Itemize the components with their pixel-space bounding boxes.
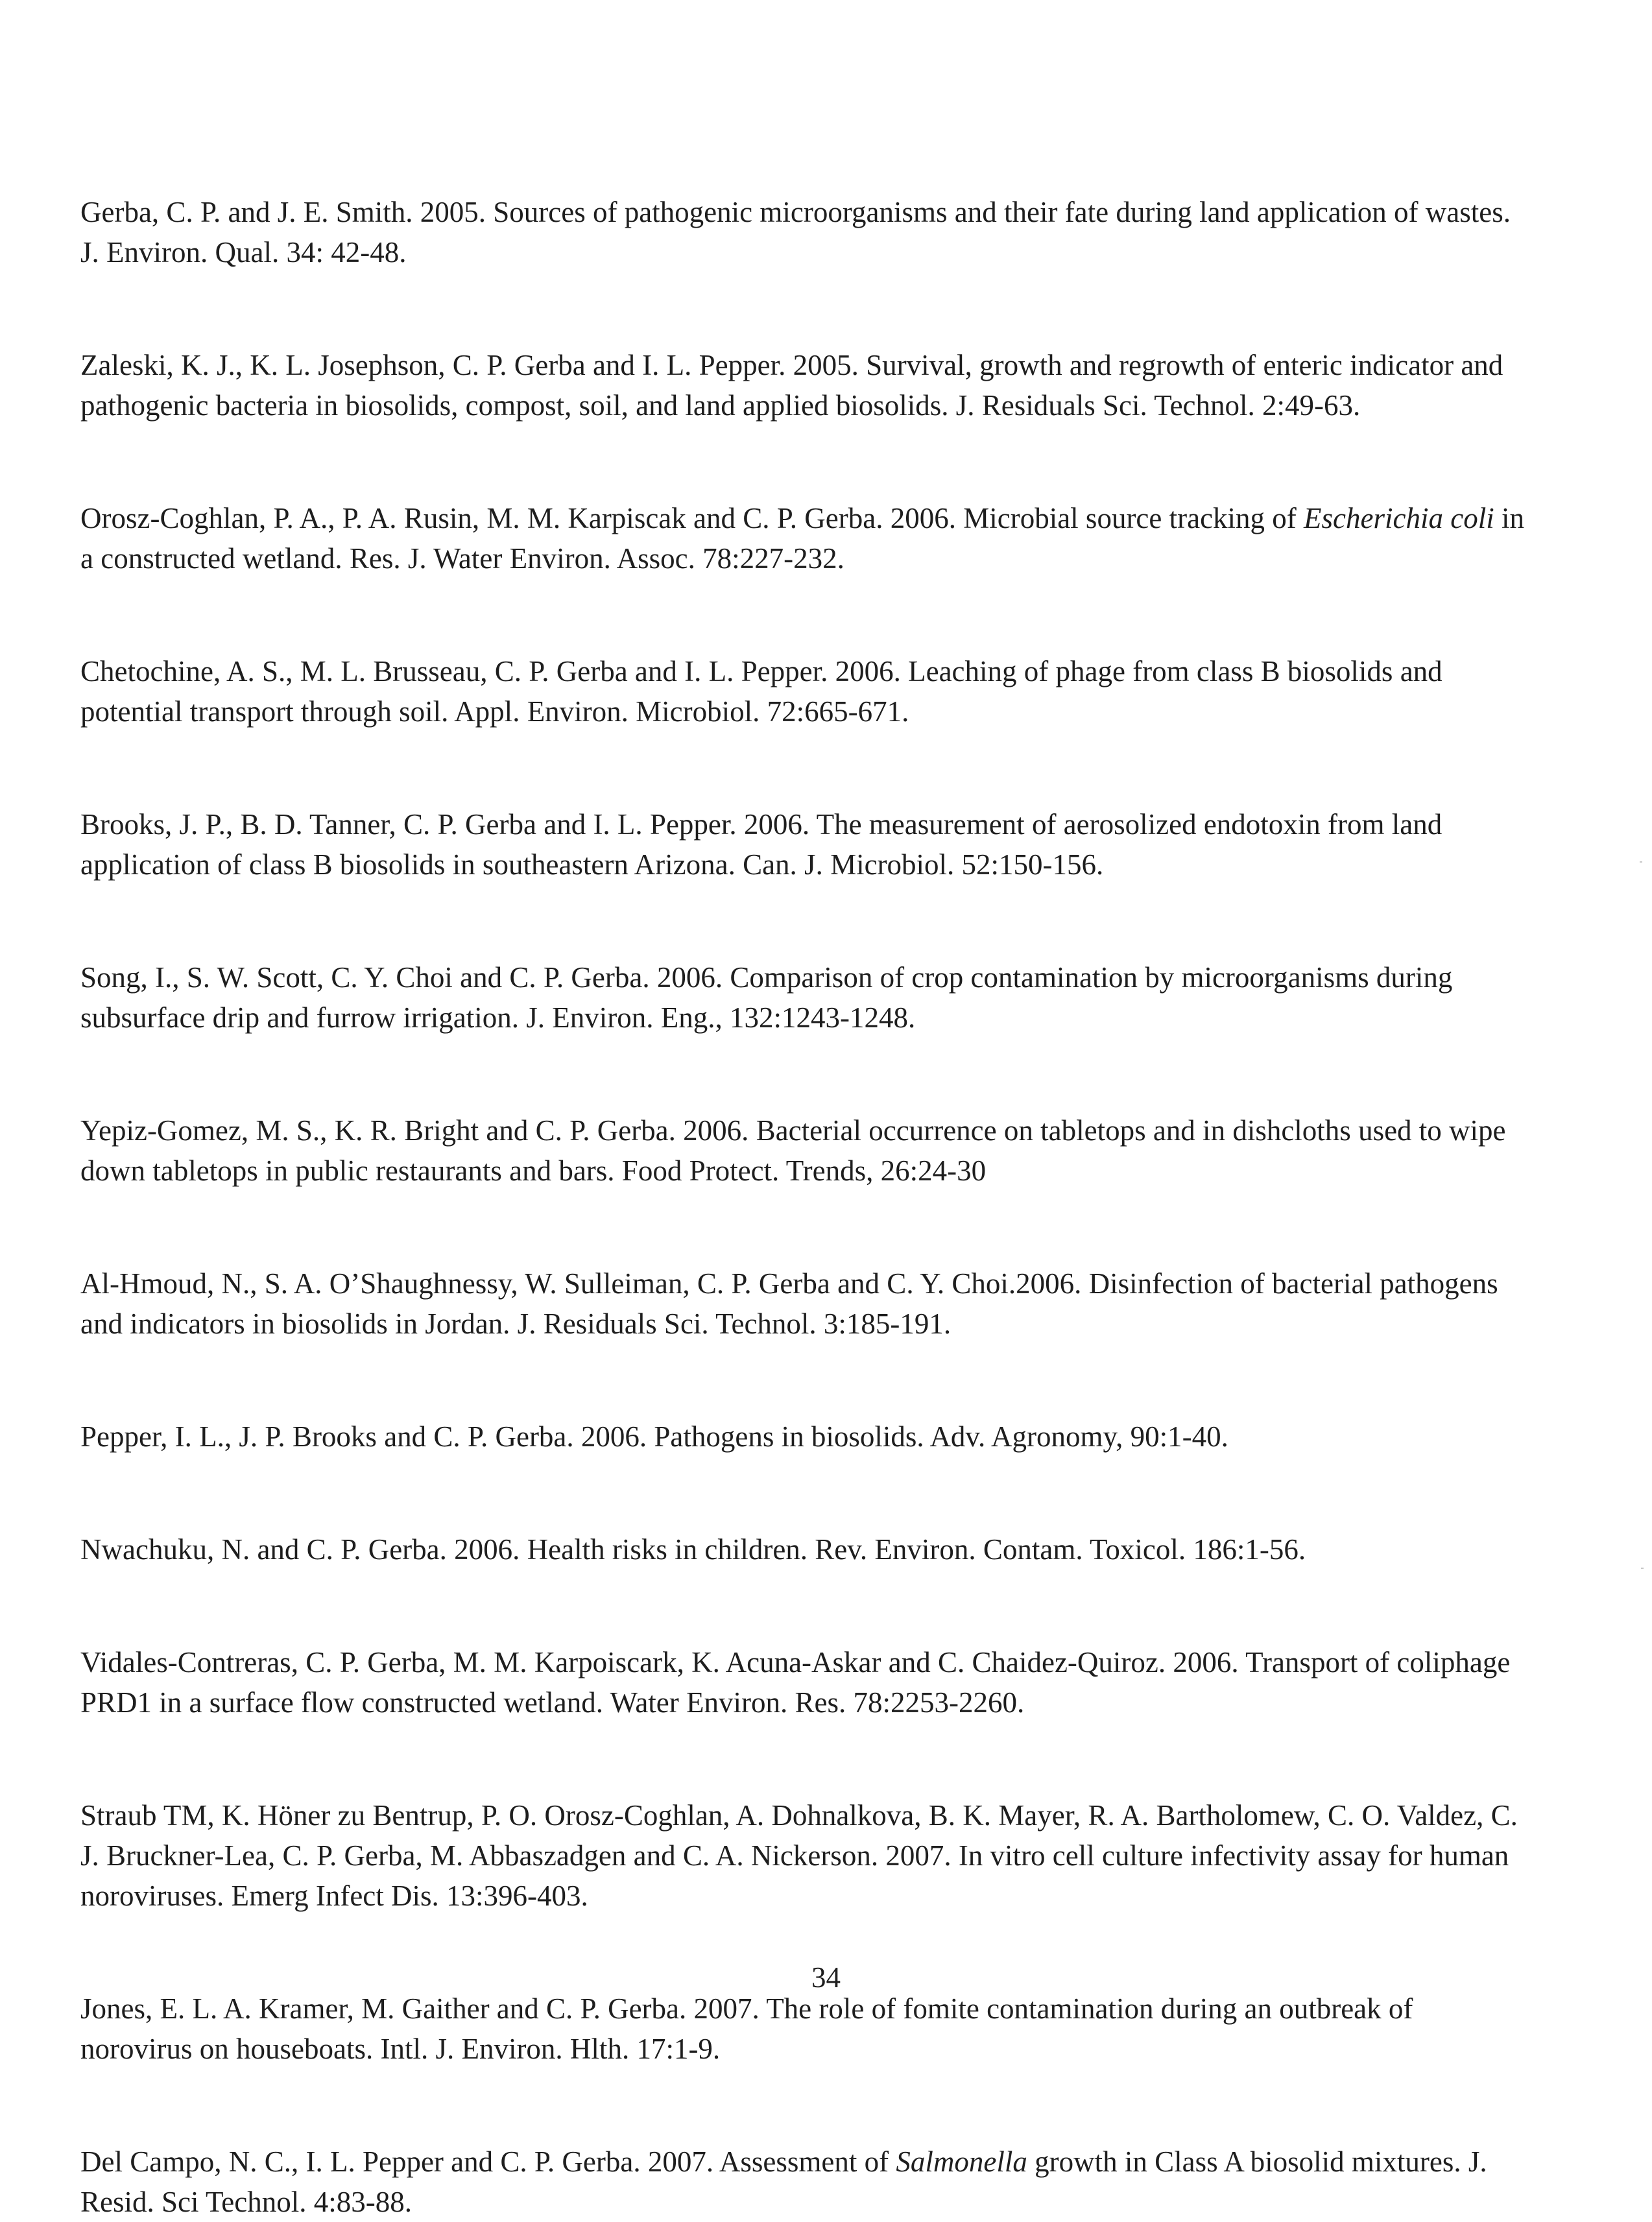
reference-entry bbox=[80, 1110, 1527, 1191]
reference-text-continued: in a constructed wetland. Res. J. Water Environ. Assoc. 78:227-232. bbox=[80, 502, 1524, 575]
scan-edge-mark bbox=[1641, 1568, 1644, 1569]
reference-text: Jones, E. L. A. Kramer, M. Gaither and C. P. Gerba. 2007. The role of fomite contamination during an outbreak of norovirus on houseboats. Intl. J. Environ. Hlth. 17:1-9. bbox=[80, 1992, 1413, 2065]
reference-entry bbox=[80, 498, 1527, 579]
reference-entry bbox=[80, 1263, 1527, 1344]
reference-text: Al-Hmoud, N., S. A. O’Shaughnessy, W. Sulleiman, C. P. Gerba and C. Y. Choi.2006. Disinfection of bacterial pathogens and indicators in biosolids in Jordan. J. Residuals Sci. Technol. 3:185-191. bbox=[80, 1267, 1498, 1340]
reference-italic-term: Escherichia coli bbox=[1304, 502, 1494, 534]
reference-italic-term: Salmonella bbox=[896, 2145, 1027, 2178]
reference-entry bbox=[80, 192, 1527, 272]
reference-text: Nwachuku, N. and C. P. Gerba. 2006. Health risks in children. Rev. Environ. Contam. Toxicol. 186:1-56. bbox=[80, 1533, 1306, 1566]
reference-entry bbox=[80, 1795, 1527, 1916]
reference-text: Del Campo, N. C., I. L. Pepper and C. P. Gerba. 2007. Assessment of bbox=[80, 2145, 896, 2178]
page-number: 34 bbox=[811, 1961, 841, 1994]
reference-entry bbox=[80, 1642, 1527, 1723]
reference-text: Zaleski, K. J., K. L. Josephson, C. P. Gerba and I. L. Pepper. 2005. Survival, growth and regrowth of enteric indicator and pathogenic bacteria in biosolids, compost, soil, and land applied biosolids. J. Residuals Sci. Technol. 2:49-63. bbox=[80, 349, 1503, 422]
reference-entry bbox=[80, 2142, 1527, 2222]
reference-text: Brooks, J. P., B. D. Tanner, C. P. Gerba and I. L. Pepper. 2006. The measurement of aerosolized endotoxin from land application of class B biosolids in southeastern Arizona. Can. J. Microbiol. 52:150-156. bbox=[80, 808, 1443, 881]
reference-entry bbox=[80, 1416, 1527, 1457]
reference-list bbox=[80, 192, 1527, 2222]
reference-text: Chetochine, A. S., M. L. Brusseau, C. P. Gerba and I. L. Pepper. 2006. Leaching of phage from class B biosolids and potential transport through soil. Appl. Environ. Microbiol. 72:665-671. bbox=[80, 655, 1443, 728]
scan-edge-mark bbox=[1640, 861, 1642, 863]
reference-text: Straub TM, K. Höner zu Bentrup, P. O. Orosz-Coghlan, A. Dohnalkova, B. K. Mayer, R. A. Bartholomew, C. O. Valdez, C. J. Bruckner-Lea, C. P. Gerba, M. Abbaszadgen and C. A. Nickerson. 2007. In vitro cell culture infectivity assay for human noroviruses. Emerg Infect Dis. 13:396-403. bbox=[80, 1799, 1518, 1912]
reference-entry bbox=[80, 1989, 1527, 2069]
reference-entry bbox=[80, 957, 1527, 1038]
reference-text-continued: growth in Class A biosolid mixtures. J. Resid. Sci Technol. 4:83-88. bbox=[80, 2145, 1487, 2218]
reference-entry bbox=[80, 651, 1527, 732]
reference-text: Vidales-Contreras, C. P. Gerba, M. M. Karpoiscark, K. Acuna-Askar and C. Chaidez-Quiroz. 2006. Transport of coliphage PRD1 in a surface flow constructed wetland. Water Environ. Res. 78:2253-2260. bbox=[80, 1646, 1511, 1719]
reference-text: Song, I., S. W. Scott, C. Y. Choi and C. P. Gerba. 2006. Comparison of crop contamination by microorganisms during subsurface drip and furrow irrigation. J. Environ. Eng., 132:1243-1248. bbox=[80, 961, 1453, 1034]
reference-entry bbox=[80, 345, 1527, 425]
reference-entry bbox=[80, 804, 1527, 885]
reference-text: Gerba, C. P. and J. E. Smith. 2005. Sources of pathogenic microorganisms and their fate during land application of wastes. J. Environ. Qual. 34: 42-48. bbox=[80, 196, 1511, 269]
reference-entry bbox=[80, 1529, 1527, 1570]
reference-text: Orosz-Coghlan, P. A., P. A. Rusin, M. M. Karpiscak and C. P. Gerba. 2006. Microbial source tracking of bbox=[80, 502, 1304, 534]
reference-text: Pepper, I. L., J. P. Brooks and C. P. Gerba. 2006. Pathogens in biosolids. Adv. Agronomy, 90:1-40. bbox=[80, 1420, 1228, 1453]
reference-text: Yepiz-Gomez, M. S., K. R. Bright and C. P. Gerba. 2006. Bacterial occurrence on tabletops and in dishcloths used to wipe down tabletops in public restaurants and bars. Food Protect. Trends, 26:24-30 bbox=[80, 1114, 1506, 1187]
